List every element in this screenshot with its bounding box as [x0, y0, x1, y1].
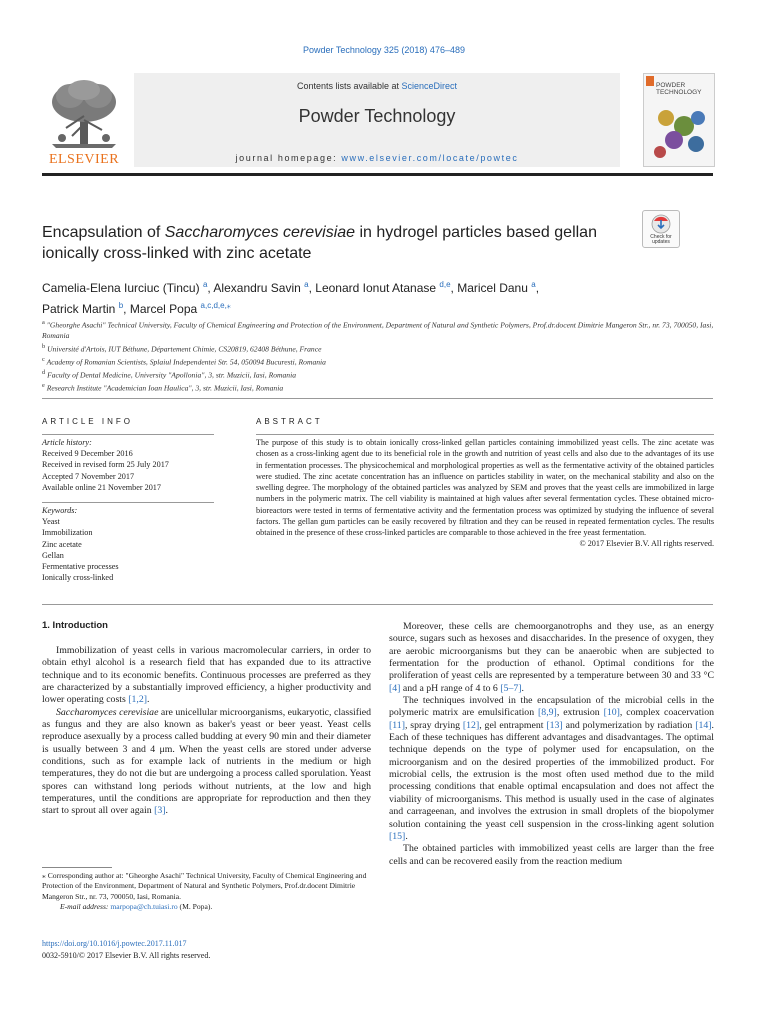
body-column-left	[42, 645, 371, 818]
reference-link[interactable]: [11]	[389, 719, 405, 731]
reference-link[interactable]: [13]	[546, 719, 563, 731]
homepage-link[interactable]: www.elsevier.com/locate/powtec	[341, 153, 519, 163]
affiliation-text: Faculty of Dental Medicine, University "Apollonia", 3, str. Muzicii, Iasi, Romania	[47, 370, 296, 380]
author[interactable]	[457, 281, 539, 295]
author[interactable]	[42, 302, 130, 316]
elsevier-tree-icon	[42, 78, 126, 152]
cover-art-icon	[644, 74, 714, 166]
reference-link[interactable]: [12]	[462, 719, 480, 731]
affiliation-text: Academy of Romanian Scientists, Splaiul Independentei Str. 54, 050094 Bucuresti, Romania	[46, 357, 326, 367]
author[interactable]	[213, 281, 315, 295]
author-list	[42, 276, 722, 318]
author-affiliation-marker[interactable]: a,c,d,e,⁎	[200, 301, 231, 310]
reference-link[interactable]: [14]	[695, 719, 712, 731]
history-label: Article history:	[42, 438, 92, 447]
keywords-block	[42, 505, 222, 583]
paragraph-text: and polymerization by radiation	[562, 719, 696, 731]
paragraph-text: .	[521, 682, 524, 694]
affiliation-item	[42, 318, 722, 342]
author-affiliation-marker[interactable]: d,e	[439, 280, 451, 289]
abstract-text	[256, 437, 714, 550]
paragraph	[42, 645, 371, 707]
author-affiliation-marker[interactable]: a	[304, 280, 309, 289]
reference-link[interactable]: [5–7]	[500, 682, 522, 694]
corresponding-author-footnote	[42, 871, 371, 912]
author-separator: ,	[207, 281, 214, 295]
header-rule	[42, 173, 713, 176]
paragraph-text: . Each of these techniques has different advantages and disadvantages. The optimal technique depends on the type of polymer used for encapsulation, on the microorganism and on the desired properties of the immobilized product. For microbial cells, the extrusion is the most often used method due to the mild processing conditions that enable optimal encapsulation and does not affect the viability of microorganisms. This method is usually used in the case of alginates and carrageenan, and involves the extrusion in small droplets of the biopolymer solution containing the yeast cell suspension in the cross-linking agent solution	[389, 719, 714, 830]
abstract-body: The purpose of this study is to obtain ionically cross-linked gellan particles containing immobilized yeast cells. The zinc acetate was chosen as a cross-linking agent due to its beneficial role in the growth and nutrition of yeast cells and also due to the advantages of its use in fermentation processes. The physicochemical and morphological properties as well as the fermentative activity of the obtained particles were studied. The zinc acetate concentration has an influence on particles stability in water, on the mechanical stability and also on the swelling degree. The morphology of the obtained particles was analyzed by SEM and proves that the yeast cells are immobilized in large numbers in the polymeric matrix. The cell viability is maintained at high values after several fermentation cycles. These obtained micro-bioreactors were tested in terms of fermentative activity and the fermentation process was optimized by studying the influence of several factors. The gellan gum particles can be easily recovered by filtration and they can be reused in repeated fermentation cycles. The results obtained in the presence of these cross-linked particles are comparable to those achieved in the free yeast fermentation.	[256, 438, 714, 537]
keyword-item: Ionically cross-linked	[42, 573, 114, 583]
check-for-updates-badge[interactable]	[642, 210, 680, 248]
author[interactable]	[130, 302, 231, 316]
paragraph-text: , complex coacervation	[619, 707, 715, 719]
author-affiliation-marker[interactable]: b	[118, 301, 124, 310]
affiliation-key: a	[42, 319, 45, 326]
affiliation-key: d	[42, 368, 46, 376]
article-title	[42, 222, 632, 264]
journal-citation[interactable]: Powder Technology 325 (2018) 476–489	[303, 45, 465, 55]
email-suffix: (M. Popa).	[177, 901, 213, 911]
keyword-item: Fermentative processes	[42, 562, 119, 572]
keyword-item: Gellan	[42, 550, 64, 560]
author-name: Patrick Martin	[42, 302, 116, 316]
author-name: Marcel Popa	[129, 302, 198, 316]
journal-cover[interactable]	[643, 73, 715, 167]
affiliation-key: c	[42, 355, 45, 363]
abstract-heading: ABSTRACT	[256, 417, 323, 426]
article-history	[42, 437, 222, 493]
elsevier-logo	[42, 78, 126, 168]
footnote-text: ⁎ Corresponding author at: "Gheorghe Asachi" Technical University, Faculty of Chemical Engineering and Protection of the Environment, Department of Natural and Synthetic Polymers, Prof.dr.docent Dimitrie Mangeron Str., nr. 73, 700050, Iasi, Romania.	[42, 871, 367, 901]
paragraph-text: and a pH range of 4 to 6	[400, 682, 501, 694]
cover-title-line1: POWDER	[656, 82, 686, 89]
title-part2: in hydrogel particles based gellan ionically cross-linked with zinc acetate	[42, 224, 597, 262]
abstract-bottom-rule	[42, 604, 713, 605]
paragraph-text: The techniques involved in the encapsulation of the microbial cells in the polymeric matrix are emulsification	[389, 695, 714, 719]
history-online: Available online 21 November 2017	[42, 482, 161, 492]
reference-link[interactable]: [4]	[389, 682, 401, 694]
paragraph-text: are unicellular microorganisms, eukaryotic, classified as fungus and they are also known as baker's yeast or beer yeast. Yeast cells reproduce asexually by a process called budding at every 90 min and their diameter is usually between 3 and 4 μm. When the yeast cells are stored under adverse conditions, such as for example lack of nutrients in the medium or high temperatures, they do not die but are undergoing a process called sporulation. Yeast spores can withstand long periods without nutrients, at the low and high temperatures, until the conditions are appropriate for reproduction and then they start to sprout all over again	[42, 706, 371, 817]
email-link[interactable]: marpopa@ch.tuiasi.ro	[110, 901, 178, 911]
affiliation-key: b	[42, 342, 46, 350]
homepage-prefix: journal homepage:	[235, 153, 342, 163]
doi-link[interactable]: https://doi.org/10.1016/j.powtec.2017.11.017	[42, 939, 187, 948]
abstract-rule	[256, 434, 714, 435]
contents-prefix: Contents lists available at	[296, 81, 402, 91]
email-label: E-mail address:	[60, 901, 111, 911]
author-name: Leonard Ionut Atanase	[315, 281, 437, 295]
paragraph: The obtained particles with immobilized yeast cells are larger than the free cells and can be recovered easily from the reaction medium	[389, 843, 714, 867]
paragraph	[42, 707, 371, 818]
species-name: Saccharomyces cerevisiae	[56, 706, 159, 718]
reference-link[interactable]: [8,9]	[538, 707, 557, 719]
sciencedirect-link[interactable]: ScienceDirect	[401, 81, 458, 91]
contents-line	[134, 81, 620, 91]
title-species: Saccharomyces cerevisiae	[164, 224, 356, 241]
keywords-label: Keywords:	[42, 506, 78, 515]
reference-link[interactable]: [1,2]	[128, 694, 148, 706]
paragraph-text: , spray drying	[404, 719, 463, 731]
keywords-rule	[42, 502, 214, 503]
history-accepted: Accepted 7 November 2017	[42, 471, 135, 481]
affiliation-text: Université d'Artois, IUT Béthune, Département Chimie, CS20819, 62408 Béthune, France	[47, 344, 322, 354]
author-separator: ,	[535, 281, 540, 295]
paragraph-text: .	[147, 694, 150, 706]
affiliation-text: "Gheorghe Asachi" Technical University, Faculty of Chemical Engineering and Protection of the Environment, Department of Natural and Synthetic Polymers, Prof.dr.docent Dimitrie Mangeron Str., nr. 73, 700050, Iasi, Romania	[42, 320, 714, 341]
affiliation-item	[42, 368, 722, 381]
paragraph-text: Moreover, these cells are chemoorganotrophs and they use, as an energy source, sugars such as hexoses and disaccharides. In the presence of oxygen, they are aerobic microorganisms but they can be anaerobic when are subjected to fermentation for the production of ethanol. Optimal conditions for the proliferation of yeast cells are represented by a temperature between 30 and 33 °C	[389, 621, 714, 682]
history-received: Received 9 December 2016	[42, 449, 133, 459]
paragraph-text: Immobilization of yeast cells in various macromolecular carriers, in order to obtain ethyl alcohol is a research field that has expanded due to its attractive technique and to its economic benefits. Continuous processes are preferred as they are characterized by a substantially improved efficiency, a higher productivity and lower operating costs	[42, 645, 371, 706]
check-updates-label: Check for updates	[650, 234, 672, 245]
author-affiliation-marker[interactable]: a	[202, 280, 208, 289]
elsevier-wordmark: ELSEVIER	[48, 152, 120, 167]
issn-copyright: 0032-5910/© 2017 Elsevier B.V. All rights reserved.	[42, 951, 211, 960]
footnote-email-line	[42, 902, 371, 912]
title-part1: Encapsulation of	[42, 224, 165, 241]
keyword-item: Immobilization	[42, 528, 93, 538]
affiliation-key: e	[42, 381, 45, 389]
affiliation-item	[42, 342, 722, 355]
paragraph-text: , extrusion	[556, 707, 604, 719]
author[interactable]	[315, 281, 457, 295]
paragraph	[389, 621, 714, 695]
affiliation-rule	[42, 398, 713, 399]
author-separator: ,	[123, 302, 130, 316]
article-info-rule	[42, 434, 214, 435]
author-affiliation-marker[interactable]: a	[531, 280, 536, 289]
paragraph-text: , gel entrapment	[479, 719, 547, 731]
affiliation-text: Research Institute "Academician Ioan Haulica", 3, str. Muzicii, Iasi, Romania	[46, 383, 284, 393]
history-revised: Received in revised form 25 July 2017	[42, 460, 169, 470]
journal-homepage	[134, 153, 620, 163]
affiliation-item	[42, 381, 722, 394]
section-heading-introduction: 1. Introduction	[42, 620, 108, 631]
abstract-copyright: © 2017 Elsevier B.V. All rights reserved.	[579, 539, 714, 549]
reference-link[interactable]: [10]	[603, 707, 620, 719]
author-name: Camelia-Elena Iurciuc (Tincu)	[42, 281, 200, 295]
author-separator: ,	[308, 281, 316, 295]
journal-title: Powder Technology	[298, 106, 456, 126]
reference-link[interactable]: [15]	[389, 830, 406, 842]
keyword-item: Zinc acetate	[42, 539, 82, 549]
keyword-item: Yeast	[42, 517, 60, 527]
article-info-heading: ARTICLE INFO	[42, 417, 133, 426]
cover-title-line2: TECHNOLOGY	[656, 89, 702, 96]
affiliation-item	[42, 355, 722, 368]
affiliation-list	[42, 318, 722, 394]
author-name: Alexandru Savin	[213, 281, 301, 295]
footnote-rule	[42, 867, 112, 868]
reference-link[interactable]: [3]	[154, 805, 166, 817]
body-column-right	[389, 621, 714, 868]
author-separator: ,	[450, 281, 458, 295]
paragraph-text: .	[165, 805, 168, 817]
author[interactable]	[42, 281, 213, 295]
paragraph-text: .	[405, 830, 408, 842]
paragraph	[389, 695, 714, 843]
author-name: Maricel Danu	[457, 281, 528, 295]
